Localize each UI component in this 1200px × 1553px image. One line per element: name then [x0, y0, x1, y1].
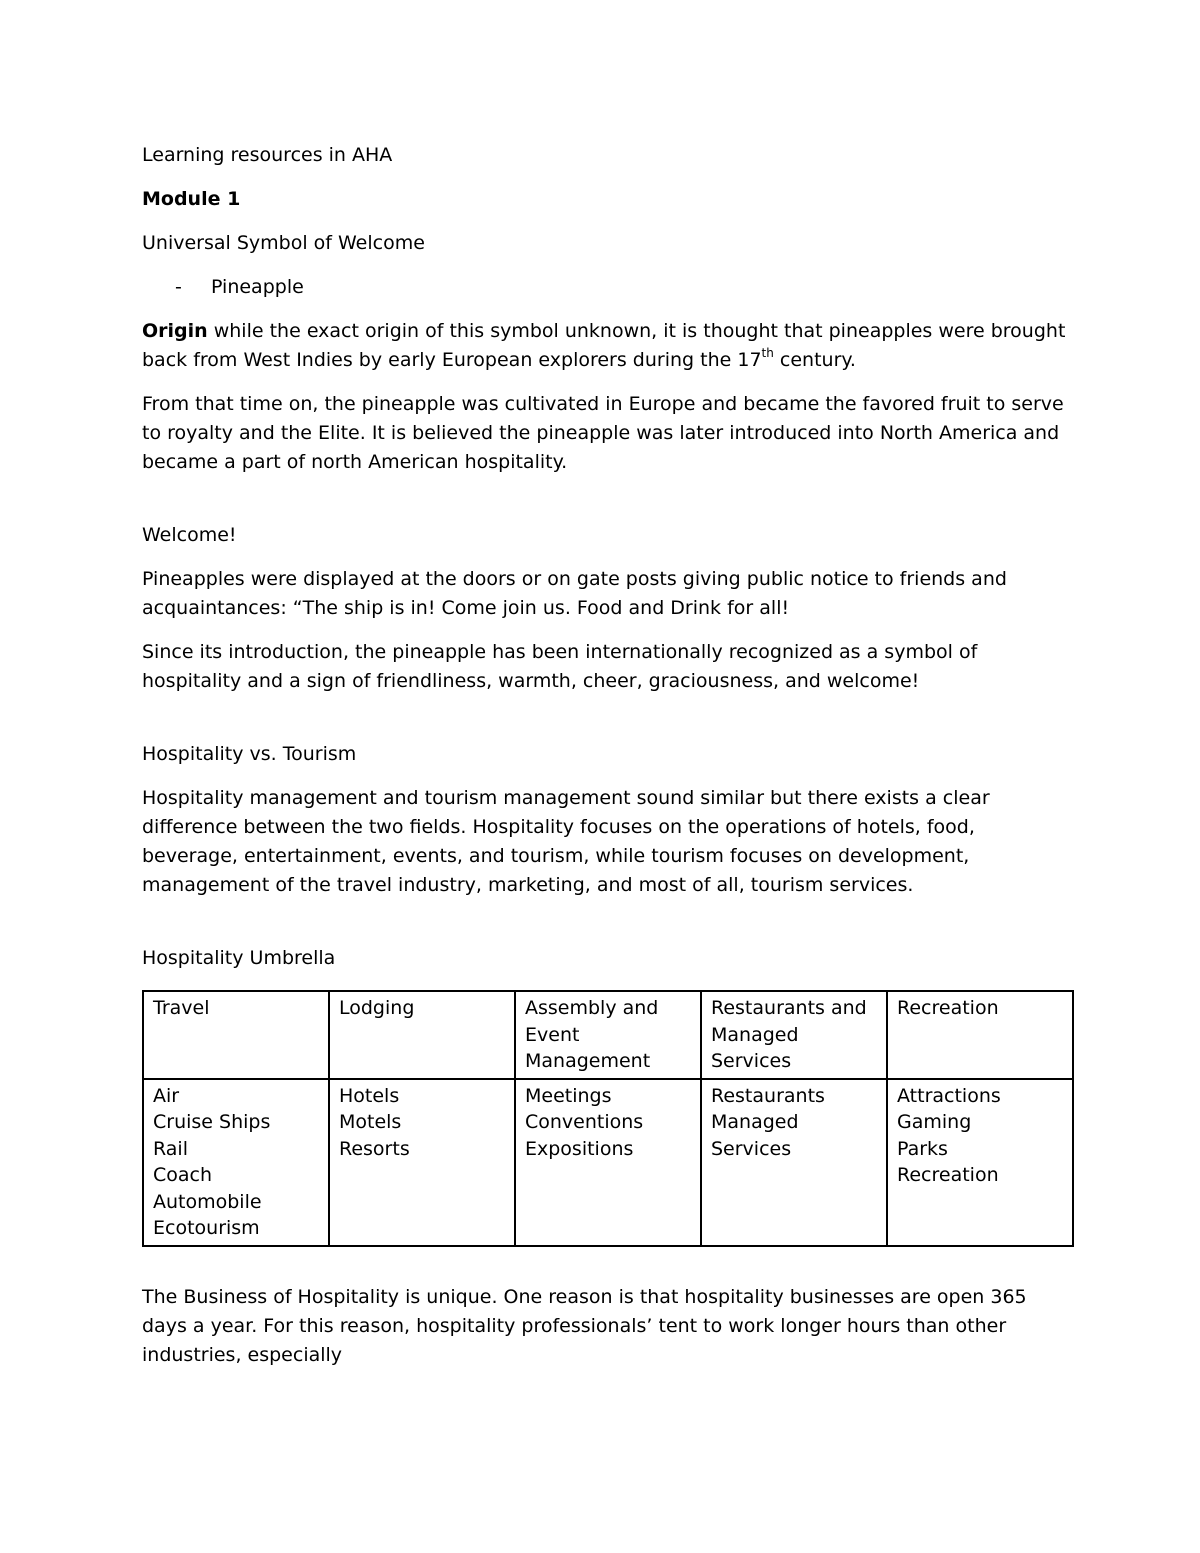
- table-cell-item: Managed Services: [711, 1111, 799, 1160]
- umbrella-heading: Hospitality Umbrella: [142, 947, 336, 969]
- table-cell-recreation: [887, 1079, 1073, 1246]
- table-header-cell: Restaurants and Managed Services: [701, 991, 887, 1079]
- table-cell-item: Hotels: [339, 1084, 400, 1107]
- table-header-cell: Travel: [143, 991, 329, 1079]
- table-cell-item: Air: [153, 1084, 180, 1107]
- table-cell-travel: [143, 1079, 329, 1246]
- table-cell-item: Coach: [153, 1164, 213, 1186]
- table-cell-item: Recreation: [897, 1164, 999, 1186]
- europe-paragraph: From that time on, the pineapple was cultivated in Europe and became the favored fruit to serve to royalty and the Elite. It is believed the pineapple was later introduced into North America and became a part of north American hospitality.: [142, 393, 1064, 473]
- table-cell-item: Meetings: [525, 1084, 612, 1107]
- origin-paragraph: Origin while the exact origin of this symbol unknown, it is thought that pineapples were brought back from West Indies by early European explorers during the 17th century.: [142, 320, 1066, 371]
- module-heading: Module 1: [142, 188, 241, 210]
- table-cell-item: Attractions: [897, 1084, 1001, 1107]
- welcome-heading: Welcome!: [142, 524, 237, 546]
- table-row: [143, 1079, 1073, 1246]
- table-cell-assembly: [515, 1079, 701, 1246]
- document-title: Learning resources in AHA: [142, 144, 393, 166]
- table-cell-item: Resorts: [339, 1137, 410, 1160]
- table-header-cell: Assembly and Event Management: [515, 991, 701, 1079]
- business-paragraph: The Business of Hospitality is unique. One reason is that hospitality businesses are open 365 days a year. For this reason, hospitality professionals’ tent to work longer hours than other industries, especially: [142, 1285, 1027, 1366]
- hospitality-vs-tourism-paragraph: Hospitality management and tourism management sound similar but there exists a clear difference between the two fields. Hospitality focuses on the operations of hotels, food, beverage, entertainment, events, and tourism, while tourism focuses on development, management of the travel industry, marketing, and most of all, tourism services.: [142, 787, 990, 896]
- table-cell-item: Conventions: [525, 1111, 644, 1133]
- table-header-cell: Recreation: [887, 991, 1073, 1079]
- table-cell-item: Ecotourism: [153, 1217, 260, 1239]
- bullet-item: [175, 273, 1074, 302]
- hospitality-umbrella-table: [142, 990, 1074, 1247]
- table-cell-item: Parks: [897, 1137, 948, 1160]
- document-body: [142, 141, 1074, 1370]
- origin-label: Origin: [142, 320, 208, 342]
- ordinal-suffix: th: [761, 346, 774, 360]
- table-cell-item: Expositions: [525, 1137, 634, 1160]
- table-header-row: [143, 991, 1073, 1079]
- bullet-dash: -: [175, 276, 182, 298]
- table-cell-item: Motels: [339, 1111, 402, 1133]
- hospitality-vs-tourism-heading: Hospitality vs. Tourism: [142, 743, 357, 765]
- bullet-text: Pineapple: [211, 276, 304, 298]
- table-cell-item: Automobile: [153, 1190, 262, 1213]
- table-cell-restaurants: [701, 1079, 887, 1246]
- since-paragraph: Since its introduction, the pineapple has been internationally recognized as a symbol of hospitality and a sign of friendliness, warmth, cheer, graciousness, and welcome!: [142, 641, 978, 692]
- table-cell-lodging: [329, 1079, 515, 1246]
- table-header-cell: Lodging: [329, 991, 515, 1079]
- table-cell-item: Restaurants: [711, 1084, 825, 1107]
- table-cell-item: Rail: [153, 1137, 188, 1160]
- table-cell-item: Cruise Ships: [153, 1111, 271, 1133]
- symbol-heading: Universal Symbol of Welcome: [142, 232, 425, 254]
- doors-paragraph: Pineapples were displayed at the doors or on gate posts giving public notice to friends and acquaintances: “The ship is in! Come join us. Food and Drink for all!: [142, 568, 1007, 619]
- table-cell-item: Gaming: [897, 1111, 972, 1133]
